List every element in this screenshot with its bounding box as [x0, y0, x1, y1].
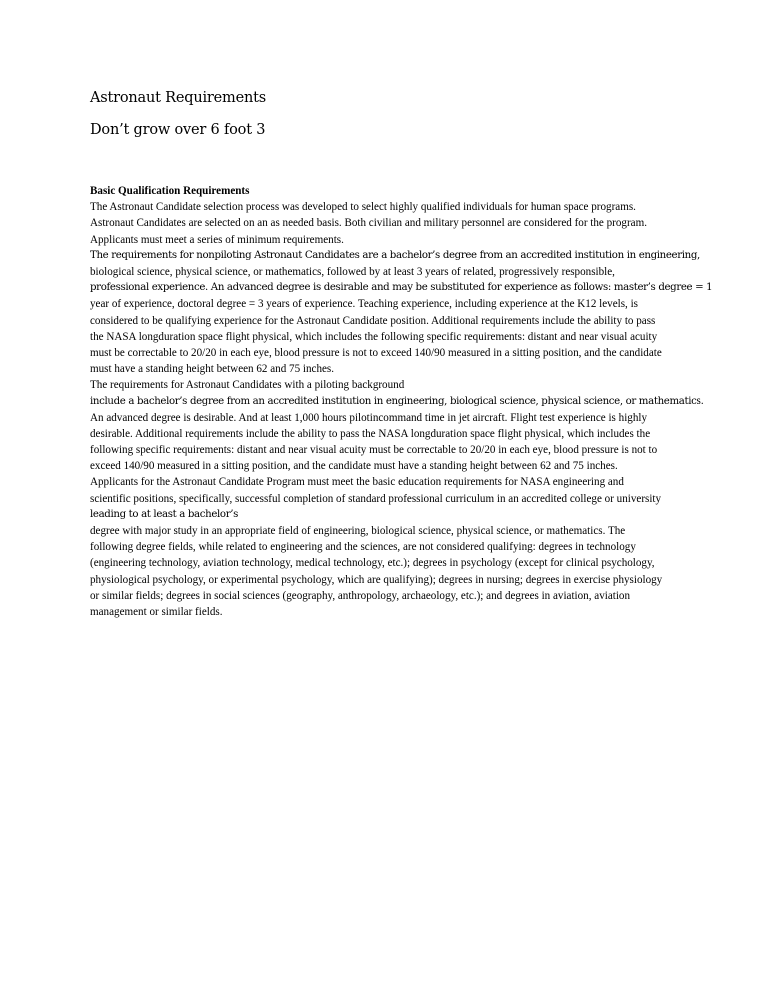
line-text: biological science, physical science, or mathematics, followed by at least 3 years of related, progressively responsible,	[90, 265, 615, 278]
section-heading	[90, 183, 690, 199]
body-text-line	[90, 248, 700, 264]
line-text: scientific positions, specifically, successful completion of standard professional curriculum in an accredited college or university	[90, 492, 662, 505]
line-text: following degree fields, while related to engineering and the sciences, are not considered qualifying: degrees in technology	[90, 541, 636, 554]
line-text: year of experience, doctoral degree = 3 years of experience. Teaching experience, including experience at the K12 levels, is	[90, 298, 638, 311]
line-text: The Astronaut Candidate selection process was developed to select highly qualified individuals for human space programs.	[90, 201, 636, 214]
line-text: or similar fields; degrees in social sciences (geography, anthropology, archaeology, etc.); and degrees in aviation, aviation	[90, 589, 631, 602]
body-text-line	[90, 507, 690, 523]
document-subtitle: Don’t grow over 6 foot 3	[90, 122, 266, 138]
body-text-line	[90, 572, 690, 588]
line-text: professional experience. An advanced degree is desirable and may be substituted for experience as follows: master’s degree = 1	[90, 282, 713, 294]
body-text-line	[90, 215, 690, 231]
line-text: An advanced degree is desirable. And at least 1,000 hours pilotincommand time in jet aircraft. Flight test experience is highly	[90, 411, 648, 424]
body-text-line	[90, 313, 690, 329]
body-text-line	[90, 232, 690, 248]
line-text: exceed 140/90 measured in a sitting position, and the candidate must have a standing height between 62 and 75 inches.	[90, 460, 618, 473]
line-text: considered to be qualifying experience for the Astronaut Candidate position. Additional requirements include the ability to pass	[90, 314, 656, 327]
body-text-line	[90, 410, 690, 426]
line-text: degree with major study in an appropriate field of engineering, biological science, physical science, or mathematics. The	[90, 524, 626, 537]
body-text-line	[90, 296, 690, 312]
line-text: physiological psychology, or experimental psychology, which are qualifying); degrees in nursing; degrees in exercise physiology	[90, 573, 663, 586]
body-text-line	[90, 345, 690, 361]
line-text: must have a standing height between 62 and 75 inches.	[90, 363, 335, 376]
line-text: Basic Qualification Requirements	[90, 185, 250, 197]
body-text-line	[90, 377, 690, 393]
body-text-line	[90, 491, 690, 507]
body-text-line	[90, 393, 704, 409]
line-tail: s.	[696, 395, 704, 408]
body-text-line	[90, 474, 690, 490]
body-text-line	[90, 588, 690, 604]
line-text: Applicants for the Astronaut Candidate Program must meet the basic education requirements for NASA engineering and	[90, 476, 624, 489]
body-text-line	[90, 426, 690, 442]
line-text: desirable. Additional requirements include the ability to pass the NASA longduration space flight physical, which includes the	[90, 427, 651, 440]
body-text-line	[90, 280, 713, 296]
document-body	[90, 183, 713, 620]
line-text: The requirements for Astronaut Candidates with a piloting background	[90, 379, 405, 392]
body-text-line	[90, 523, 690, 539]
body-text-line	[90, 458, 690, 474]
body-text-line	[90, 555, 690, 571]
line-text: Applicants must meet a series of minimum requirements.	[90, 233, 344, 246]
line-text: Astronaut Candidates are selected on an as needed basis. Both civilian and military personnel are considered for the program.	[90, 217, 647, 230]
body-text-line	[90, 329, 690, 345]
body-text-line	[90, 604, 690, 620]
document-title: Astronaut Requirements	[90, 90, 266, 106]
line-text: The requirements for nonpiloting Astronaut Candidates are a bachelor’s degree from an accredited institution in engineering,	[90, 249, 700, 261]
line-text: (engineering technology, aviation technology, medical technology, etc.); degrees in psychology (except for clinical psychology,	[90, 557, 655, 570]
line-text: following specific requirements: distant and near visual acuity must be correctable to 20/20 in each eye, blood pressure is not to	[90, 444, 658, 456]
body-text-line	[90, 442, 690, 458]
body-text-line	[90, 539, 690, 555]
body-text-line	[90, 264, 690, 280]
body-text-line	[90, 199, 690, 215]
line-text: include a bachelor’s degree from an accredited institution in engineering, biological science, physical science, or mathematic	[90, 396, 697, 408]
body-text-line	[90, 361, 690, 377]
line-text: management or similar fields.	[90, 605, 223, 618]
line-text: the NASA longduration space flight physical, which includes the following specific requirements: distant and near visual acuity	[90, 330, 658, 343]
line-text: must be correctable to 20/20 in each eye, blood pressure is not to exceed 140/90 measured in a sitting position, and the candidate	[90, 346, 662, 359]
line-text: leading to at least a bachelor’s	[90, 508, 238, 520]
